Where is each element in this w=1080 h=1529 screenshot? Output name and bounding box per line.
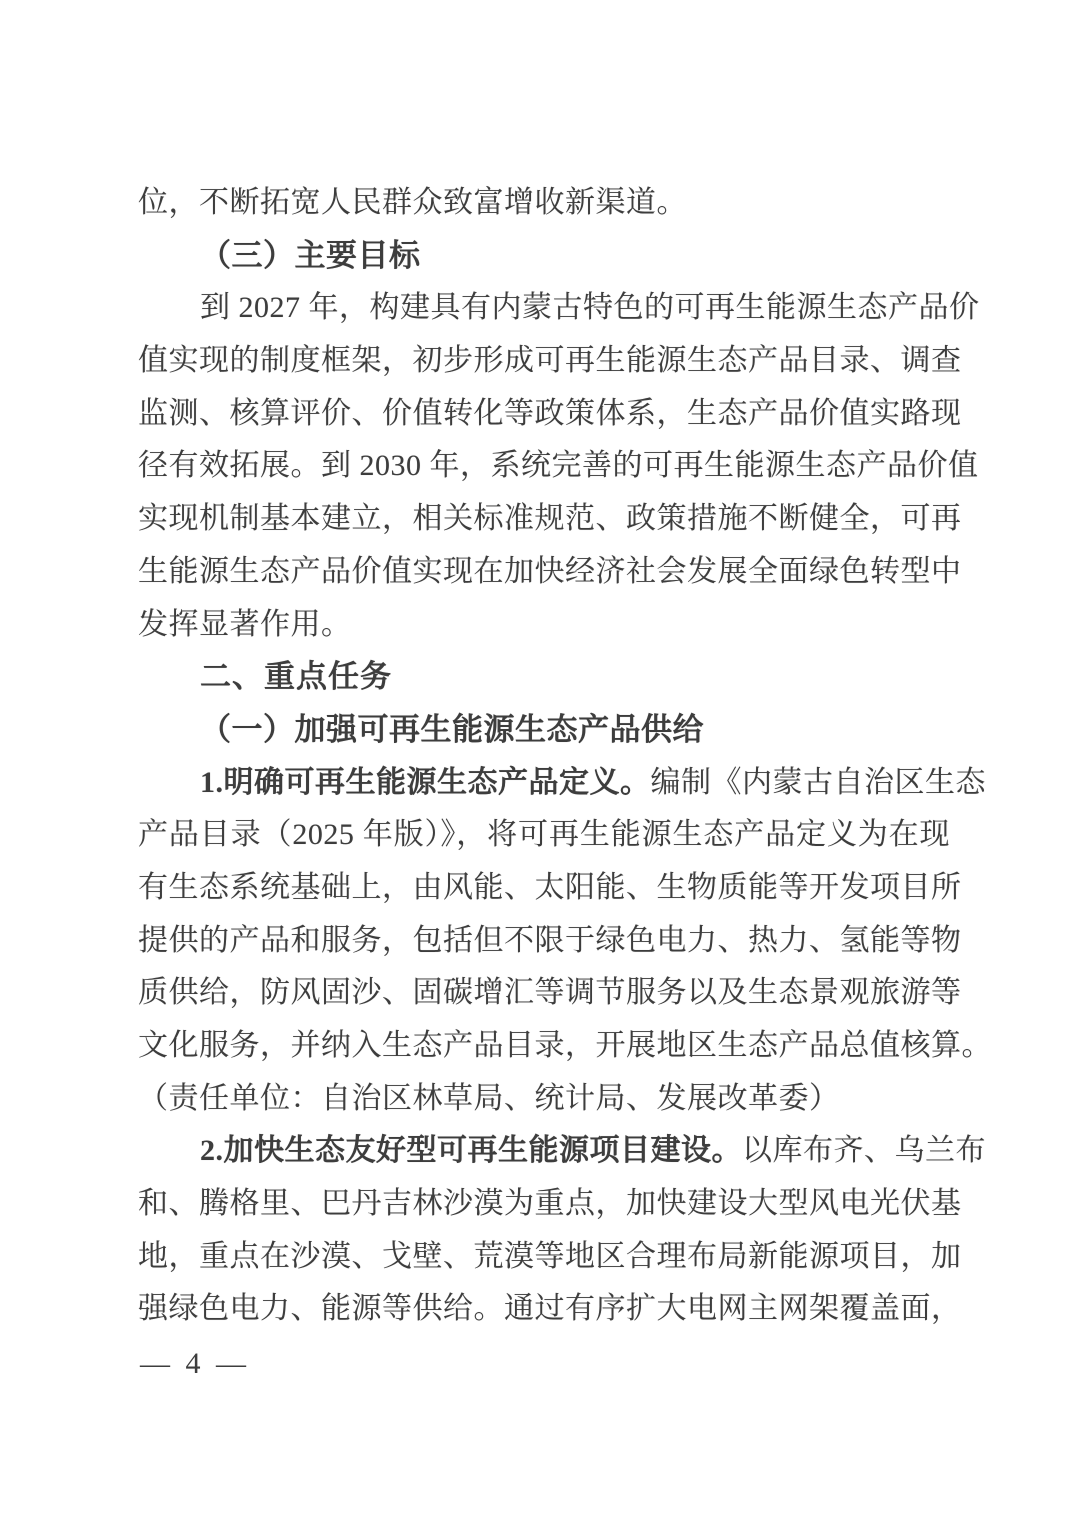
text-segment: 径有效拓展。到 2030 年，系统完善的可再生能源生态产品价值 <box>138 449 979 483</box>
text-segment: 以库布齐、乌兰布 <box>742 1134 986 1168</box>
bold-text-segment: 二、重点任务 <box>200 659 392 695</box>
body-line <box>138 1178 962 1231</box>
text-segment: 文化服务，并纳入生态产品目录，开展地区生态产品总值核算。 <box>138 1029 992 1062</box>
text-segment: 值实现的制度框架，初步形成可再生能源生态产品目录、调查 <box>138 344 962 378</box>
text-segment: 地，重点在沙漠、戈壁、荒漠等地区合理布局新能源项目，加 <box>138 1239 962 1273</box>
section-heading-strengthen-supply <box>138 704 950 757</box>
text-segment: 提供的产品和服务，包括但不限于绿色电力、热力、氢能等物 <box>138 923 962 957</box>
body-line <box>138 335 962 388</box>
text-segment: 实现机制基本建立，相关标准规范、政策措施不断健全，可再 <box>138 502 962 536</box>
text-segment: 到 2027 年，构建具有内蒙古特色的可再生能源生态产品价 <box>200 291 980 325</box>
bold-text-segment: 1.明确可再生能源生态产品定义。 <box>200 765 651 799</box>
text-segment: 发挥显著作用。 <box>138 607 352 641</box>
body-line <box>138 967 962 1020</box>
text-segment: 质供给，防风固沙、固碳增汇等调节服务以及生态景观旅游等 <box>138 976 962 1010</box>
body-line <box>138 809 950 862</box>
body-line <box>138 599 950 652</box>
body-line <box>138 1231 962 1284</box>
bold-text-segment: 2.加快生态友好型可再生能源项目建设。 <box>200 1134 742 1168</box>
body-line <box>138 757 986 810</box>
body-line <box>138 1283 962 1336</box>
body-line <box>138 1020 992 1073</box>
bold-text-segment: （一）加强可再生能源生态产品供给 <box>200 711 704 747</box>
text-segment: 生能源生态产品价值实现在加快经济社会发展全面绿色转型中 <box>138 554 962 588</box>
section-heading-key-tasks <box>138 651 950 704</box>
body-line <box>138 177 950 230</box>
section-heading-main-goals <box>138 230 950 283</box>
body-line <box>138 388 962 441</box>
text-segment: 和、腾格里、巴丹吉林沙漠为重点，加快建设大型风电光伏基 <box>138 1187 962 1221</box>
responsibility-line <box>138 1073 950 1126</box>
text-segment: 监测、核算评价、价值转化等政策体系，生态产品价值实路现 <box>138 396 962 430</box>
page-number: — 4 — <box>140 1347 250 1380</box>
body-line <box>138 282 980 335</box>
text-segment: 编制《内蒙古自治区生态 <box>650 765 986 799</box>
text-segment: 产品目录（2025 年版）》，将可再生能源生态产品定义为在现 <box>138 818 950 852</box>
body-line <box>138 915 962 968</box>
body-line <box>138 440 979 493</box>
body-line <box>138 1125 986 1178</box>
text-segment: 有生态系统基础上，由风能、太阳能、生物质能等开发项目所 <box>138 870 962 904</box>
text-segment: 强绿色电力、能源等供给。通过有序扩大电网主网架覆盖面， <box>138 1292 962 1326</box>
text-segment: （责任单位：自治区林草局、统计局、发展改革委） <box>138 1081 840 1115</box>
bold-text-segment: （三）主要目标 <box>200 237 421 273</box>
body-line <box>138 862 962 915</box>
body-line <box>138 546 962 599</box>
document-body <box>138 177 992 1336</box>
body-line <box>138 493 962 546</box>
text-segment: 位，不断拓宽人民群众致富增收新渠道。 <box>138 186 687 219</box>
